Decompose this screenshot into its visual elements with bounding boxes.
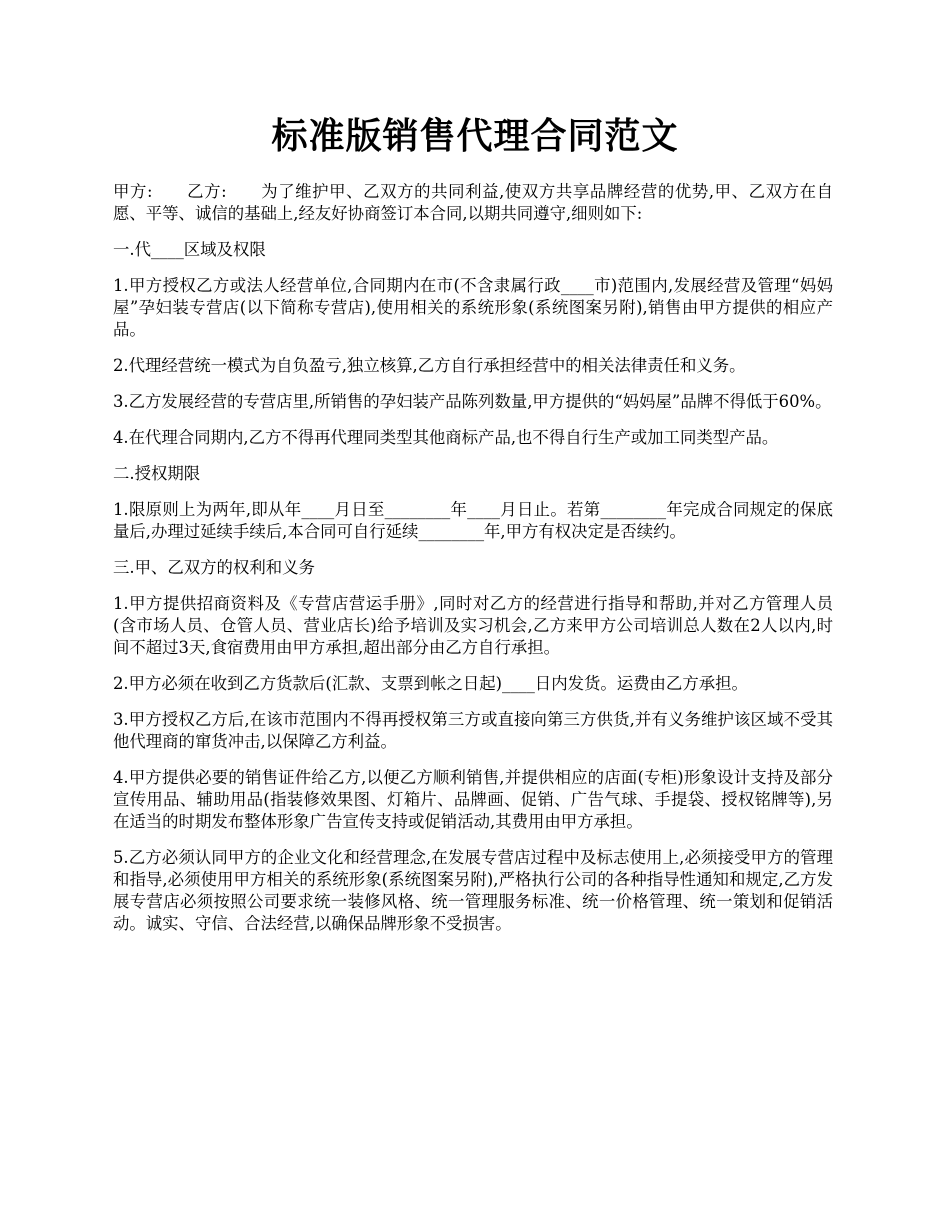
clause-3-1: 1.甲方提供招商资料及《专营店营运手册》,同时对乙方的经营进行指导和帮助,并对乙方管理人员(含市场人员、仓管人员、营业店长)给予培训及实习机会,乙方来甲方公司培训总人数在2人以内,时间不超过3天,食宿费用由甲方承担,超出部分由乙方自行承担。 — [113, 594, 833, 657]
document-body — [113, 181, 833, 949]
clause-3-5: 5.乙方必须认同甲方的企业文化和经营理念,在发展专营店过程中及标志使用上,必须接受甲方的管理和指导,必须使用甲方相关的系统形象(系统图案另附),严格执行公司的各种指导性通知和规定,乙方发展专营店必须按照公司要求统一装修风格、统一管理服务标准、统一价格管理、统一策划和促销活动。诚实、守信、合法经营,以确保品牌形象不受损害。 — [113, 848, 833, 933]
clause-1-1: 1.甲方授权乙方或法人经营单位,合同期内在市(不含隶属行政____市)范围内,发展经营及管理“妈妈屋”孕妇装专营店(以下简称专营店),使用相关的系统形象(系统图案另附),销售由甲方提供的相应产品。 — [113, 276, 833, 339]
clause-3-3: 3.甲方授权乙方后,在该市范围内不得再授权第三方或直接向第三方供货,并有义务维护该区域不受其他代理商的窜货冲击,以保障乙方利益。 — [113, 710, 833, 751]
clause-1-3: 3.乙方发展经营的专营店里,所销售的孕妇装产品陈列数量,甲方提供的“妈妈屋”品牌不得低于60%。 — [113, 392, 832, 411]
clause-1-2: 2.代理经营统一模式为自负盈亏,独立核算,乙方自行承担经营中的相关法律责任和义务。 — [113, 356, 746, 375]
section-heading-1: 一.代____区域及权限 — [113, 240, 266, 259]
section-heading-2: 二.授权期限 — [113, 464, 201, 483]
clause-3-2: 2.甲方必须在收到乙方货款后(汇款、支票到帐之日起)____日内发货。运费由乙方承担。 — [113, 674, 748, 693]
clause-3-4: 4.甲方提供必要的销售证件给乙方,以便乙方顺利销售,并提供相应的店面(专柜)形象设计支持及部分宣传用品、辅助用品(指装修效果图、灯箱片、品牌画、促销、广告气球、手提袋、授权铭牌等),另在适当的时期发布整体形象广告宣传支持或促销活动,其费用由甲方承担。 — [113, 768, 833, 831]
section-heading-3: 三.甲、乙双方的权利和义务 — [113, 558, 315, 577]
document-title: 标准版销售代理合同范文 — [271, 115, 679, 157]
clause-1-4: 4.在代理合同期内,乙方不得再代理同类型其他商标产品,也不得自行生产或加工同类型产品。 — [113, 428, 779, 447]
intro-paragraph: 甲方: 乙方: 为了维护甲、乙双方的共同利益,使双方共享品牌经营的优势,甲、乙双方在自愿、平等、诚信的基础上,经友好协商签订本合同,以期共同遵守,细则如下: — [113, 182, 833, 223]
clause-2-1: 1.限原则上为两年,即从年____月日至________年____月日止。若第________年完成合同规定的保底量后,办理过延续手续后,本合同可自行延续________年,甲方有权决定是否续约。 — [113, 500, 833, 541]
